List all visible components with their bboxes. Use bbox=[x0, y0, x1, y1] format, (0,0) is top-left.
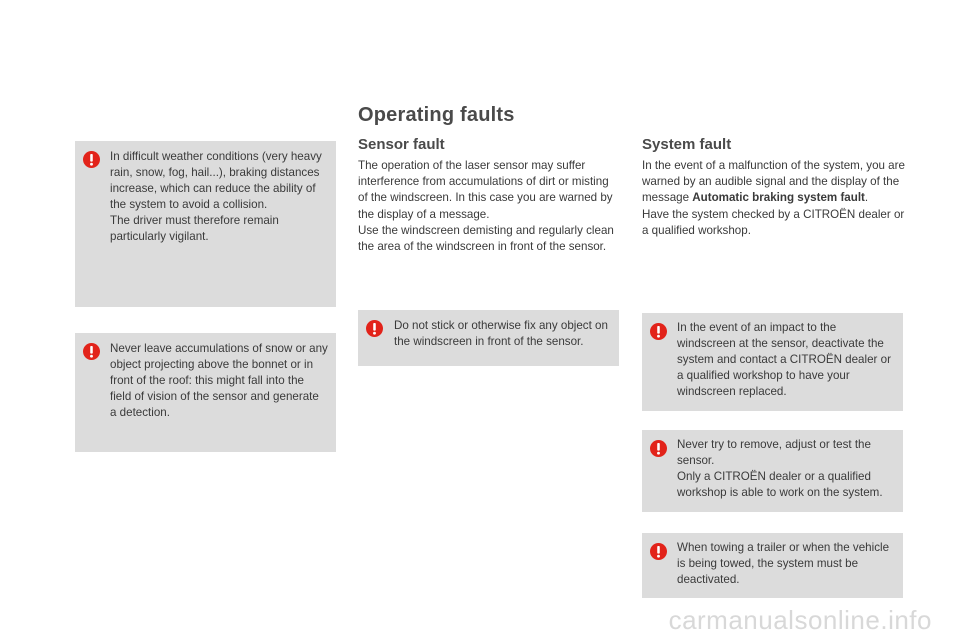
warning-exclamation-icon bbox=[650, 323, 667, 340]
warning-paragraph: Never try to remove, adjust or test the sensor. bbox=[677, 438, 871, 467]
warning-box-remove bbox=[642, 430, 903, 512]
system-fault-text-end: . bbox=[864, 191, 869, 205]
system-fault-text: In the event of a malfunction of the system, you are warned by an audible signal and the display of the message bbox=[642, 159, 905, 205]
system-fault-title: System fault bbox=[642, 136, 732, 153]
warning-text bbox=[394, 318, 612, 350]
warning-paragraph: In the event of an impact to the windscreen at the sensor, deactivate the system and contact a CITROËN dealer or a qualified workshop to have your windscreen replaced. bbox=[677, 321, 891, 398]
warning-box-stick bbox=[358, 310, 619, 366]
warning-box-weather bbox=[75, 141, 336, 307]
sensor-fault-title: Sensor fault bbox=[358, 136, 445, 153]
warning-paragraph: Only a CITROËN dealer or a qualified workshop is able to work on the system. bbox=[677, 470, 883, 499]
warning-text bbox=[677, 540, 897, 588]
warning-exclamation-icon bbox=[650, 543, 667, 560]
sensor-fault-paragraph: Use the windscreen demisting and regularly clean the area of the windscreen in front of the sensor. bbox=[358, 223, 614, 254]
warning-box-snow bbox=[75, 333, 336, 452]
warning-text bbox=[110, 149, 325, 245]
warning-paragraph: Never leave accumulations of snow or any object projecting above the bonnet or in front of the roof: this might fall into the field of vision of the sensor and generate a detection. bbox=[110, 342, 328, 419]
system-fault-message: Automatic braking system fault bbox=[692, 191, 865, 205]
sensor-fault-paragraph: The operation of the laser sensor may suffer interference from accumulations of dirt or misting of the windscreen. In this case you are warned by the display of a message. bbox=[358, 159, 613, 221]
page-title: Operating faults bbox=[358, 104, 515, 126]
warning-exclamation-icon bbox=[83, 343, 100, 360]
warning-text bbox=[110, 341, 328, 421]
warning-box-impact bbox=[642, 313, 903, 411]
warning-text bbox=[677, 437, 897, 501]
warning-text bbox=[677, 320, 895, 400]
system-fault-body bbox=[642, 158, 907, 239]
system-fault-paragraph: Have the system checked by a CITROËN dealer or a qualified workshop. bbox=[642, 207, 905, 237]
sensor-fault-body bbox=[358, 158, 618, 255]
warning-exclamation-icon bbox=[650, 440, 667, 457]
warning-exclamation-icon bbox=[83, 151, 100, 168]
system-fault-paragraph bbox=[642, 158, 907, 207]
warning-paragraph: The driver must therefore remain particularly vigilant. bbox=[110, 214, 279, 243]
warning-paragraph: In difficult weather conditions (very heavy rain, snow, fog, hail...), braking distances increase, which can reduce the ability of the system to avoid a collision. bbox=[110, 150, 322, 211]
warning-exclamation-icon bbox=[366, 320, 383, 337]
warning-box-towing bbox=[642, 533, 903, 598]
warning-paragraph: When towing a trailer or when the vehicle is being towed, the system must be deactivated. bbox=[677, 541, 890, 586]
warning-paragraph: Do not stick or otherwise fix any object on the windscreen in front of the sensor. bbox=[394, 319, 608, 348]
watermark: carmanualsonline.info bbox=[668, 605, 932, 635]
